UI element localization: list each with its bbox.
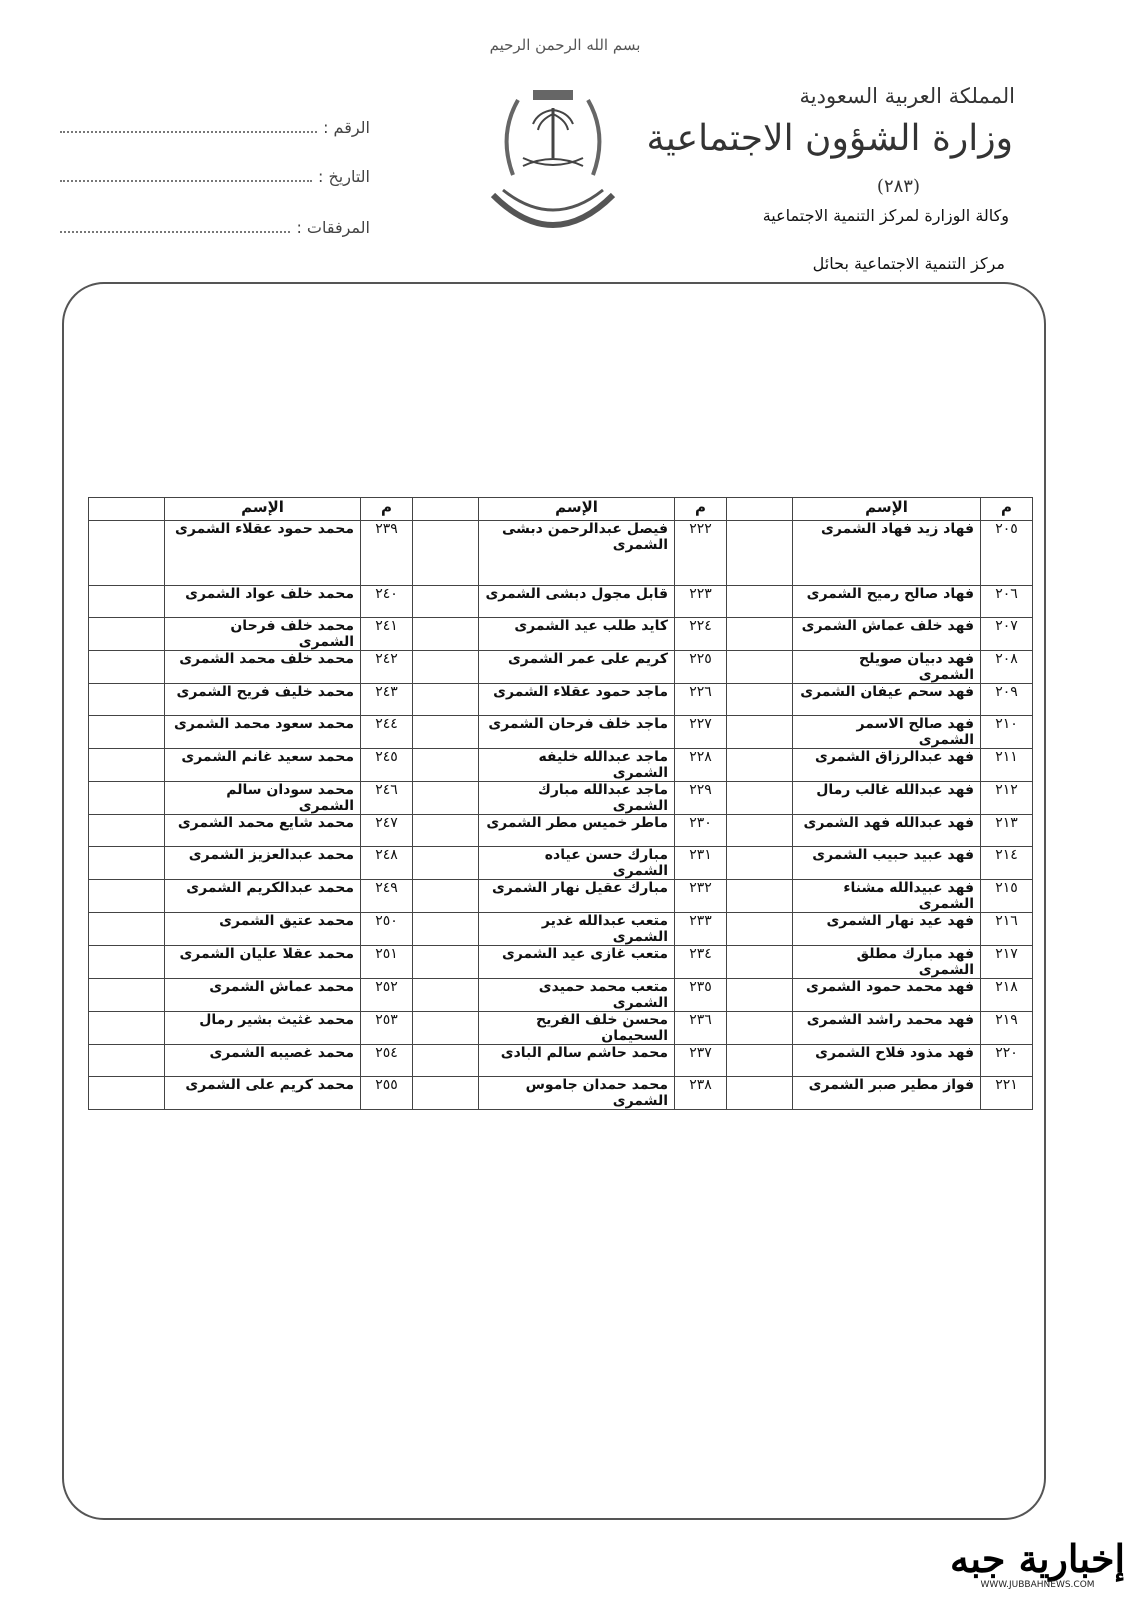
spacer-cell: [413, 749, 479, 782]
spacer-cell: [727, 651, 793, 684]
spacer-cell: [727, 1012, 793, 1045]
person-name: فهد عبدالله غالب رمال: [793, 782, 981, 815]
spacer-cell: [89, 1012, 165, 1045]
row-number: ٢٣٩: [361, 521, 413, 586]
row-number: ٢٥٠: [361, 913, 413, 946]
person-name: محمد عبدالكريم الشمرى: [165, 880, 361, 913]
spacer-cell: [89, 521, 165, 586]
date-field: [60, 167, 370, 186]
spacer-cell: [413, 618, 479, 651]
person-name: فهاد زيد فهاد الشمرى: [793, 521, 981, 586]
row-number: ٢١٦: [981, 913, 1033, 946]
col-header-name: الإسم: [793, 498, 981, 521]
row-number: ٢٣٢: [675, 880, 727, 913]
person-name: محمد خلف محمد الشمرى: [165, 651, 361, 684]
site-url: WWW.JUBBAHNEWS.COM: [980, 1580, 1095, 1590]
spacer-cell: [89, 749, 165, 782]
row-number: ٢٢٤: [675, 618, 727, 651]
row-number: ٢٢٢: [675, 521, 727, 586]
row-number: ٢٣١: [675, 847, 727, 880]
table-row: [89, 1045, 1033, 1077]
table-row: [89, 749, 1033, 782]
spacer-cell: [727, 979, 793, 1012]
kingdom-title: المملكة العربية السعودية: [799, 84, 1015, 108]
spacer-cell: [727, 684, 793, 716]
site-logo: [950, 1536, 1125, 1590]
person-name: فيصل عبدالرحمن دبشى الشمرى: [479, 521, 675, 586]
spacer-cell: [89, 1045, 165, 1077]
row-number: ٢٤٨: [361, 847, 413, 880]
person-name: متعب عبدالله غدير الشمرى: [479, 913, 675, 946]
row-number: ٢٤٢: [361, 651, 413, 684]
spacer-cell: [413, 946, 479, 979]
ministry-code: (٢٨٣): [876, 176, 920, 197]
number-label: الرقم :: [323, 118, 370, 137]
row-number: ٢٣٧: [675, 1045, 727, 1077]
spacer-cell: [89, 782, 165, 815]
spacer-cell: [89, 880, 165, 913]
row-number: ٢٥٣: [361, 1012, 413, 1045]
row-number: ٢١١: [981, 749, 1033, 782]
spacer-cell: [89, 716, 165, 749]
row-number: ٢٣٥: [675, 979, 727, 1012]
person-name: ماجد حمود عقلاء الشمرى: [479, 684, 675, 716]
spacer-cell: [413, 1012, 479, 1045]
col-spacer: [413, 498, 479, 521]
attachments-label: المرفقات :: [296, 218, 370, 237]
spacer-cell: [727, 586, 793, 618]
row-number: ٢٢٠: [981, 1045, 1033, 1077]
person-name: مبارك حسن عياده الشمرى: [479, 847, 675, 880]
person-name: محمد خليف فريح الشمرى: [165, 684, 361, 716]
spacer-cell: [727, 716, 793, 749]
number-dots: [60, 119, 317, 133]
table-row: [89, 847, 1033, 880]
col-header-num: م: [981, 498, 1033, 521]
person-name: متعب غازى عيد الشمرى: [479, 946, 675, 979]
spacer-cell: [727, 847, 793, 880]
spacer-cell: [89, 1077, 165, 1110]
table-row: [89, 880, 1033, 913]
row-number: ٢٢٣: [675, 586, 727, 618]
person-name: محمد غصيبه الشمرى: [165, 1045, 361, 1077]
person-name: محمد خلف عواد الشمرى: [165, 586, 361, 618]
spacer-cell: [413, 1077, 479, 1110]
spacer-cell: [89, 684, 165, 716]
row-number: ٢٤٠: [361, 586, 413, 618]
person-name: فهد دبيان صويلح الشمرى: [793, 651, 981, 684]
spacer-cell: [413, 815, 479, 847]
person-name: فهد محمد راشد الشمرى: [793, 1012, 981, 1045]
person-name: فهد خلف عماش الشمرى: [793, 618, 981, 651]
basmala: بسم الله الرحمن الرحيم: [489, 36, 641, 54]
spacer-cell: [89, 618, 165, 651]
row-number: ٢٢١: [981, 1077, 1033, 1110]
person-name: كايد طلب عيد الشمرى: [479, 618, 675, 651]
person-name: كريم على عمر الشمرى: [479, 651, 675, 684]
person-name: محمد عقلا عليان الشمرى: [165, 946, 361, 979]
spacer-cell: [413, 782, 479, 815]
col-spacer: [727, 498, 793, 521]
person-name: محمد خلف فرحان الشمرى: [165, 618, 361, 651]
table-row: [89, 1012, 1033, 1045]
person-name: فهد عبدالرزاق الشمرى: [793, 749, 981, 782]
person-name: محمد حاشم سالم البادى: [479, 1045, 675, 1077]
row-number: ٢٥١: [361, 946, 413, 979]
spacer-cell: [727, 749, 793, 782]
table-row: [89, 979, 1033, 1012]
table-row: [89, 782, 1033, 815]
row-number: ٢٠٩: [981, 684, 1033, 716]
table-row: [89, 684, 1033, 716]
person-name: ماجد خلف فرحان الشمرى: [479, 716, 675, 749]
row-number: ٢١٨: [981, 979, 1033, 1012]
spacer-cell: [727, 1045, 793, 1077]
person-name: محمد شايع محمد الشمرى: [165, 815, 361, 847]
spacer-cell: [727, 618, 793, 651]
number-field: [60, 118, 370, 137]
ministry-emblem-icon: [478, 80, 628, 240]
row-number: ٢٣٤: [675, 946, 727, 979]
row-number: ٢٢٦: [675, 684, 727, 716]
row-number: ٢٥٥: [361, 1077, 413, 1110]
row-number: ٢٣٨: [675, 1077, 727, 1110]
person-name: ماجد عبدالله خليفه الشمرى: [479, 749, 675, 782]
row-number: ٢٥٤: [361, 1045, 413, 1077]
person-name: محمد كريم على الشمرى: [165, 1077, 361, 1110]
row-number: ٢١٧: [981, 946, 1033, 979]
table-row: [89, 716, 1033, 749]
spacer-cell: [413, 586, 479, 618]
table-row: [89, 815, 1033, 847]
row-number: ٢٠٦: [981, 586, 1033, 618]
spacer-cell: [413, 521, 479, 586]
person-name: محمد غثيث بشير رمال: [165, 1012, 361, 1045]
person-name: فهد سحم عيفان الشمرى: [793, 684, 981, 716]
person-name: محمد حمود عقلاء الشمرى: [165, 521, 361, 586]
table-row: [89, 1077, 1033, 1110]
person-name: مبارك عقيل نهار الشمرى: [479, 880, 675, 913]
table-row: [89, 913, 1033, 946]
col-header-name: الإسم: [479, 498, 675, 521]
row-number: ٢١٠: [981, 716, 1033, 749]
attachments-field: [60, 218, 370, 237]
person-name: فهد عبيدالله مشناء الشمرى: [793, 880, 981, 913]
table-row: [89, 946, 1033, 979]
row-number: ٢٢٩: [675, 782, 727, 815]
row-number: ٢٠٨: [981, 651, 1033, 684]
person-name: محمد سودان سالم الشمرى: [165, 782, 361, 815]
agency-line: وكالة الوزارة لمركز التنمية الاجتماعية: [762, 206, 1009, 225]
person-name: فهد مذود فلاح الشمرى: [793, 1045, 981, 1077]
row-number: ٢٢٧: [675, 716, 727, 749]
person-name: محمد عتيق الشمرى: [165, 913, 361, 946]
date-dots: [60, 168, 312, 182]
table-header-row: [89, 498, 1033, 521]
spacer-cell: [413, 651, 479, 684]
row-number: ٢٤١: [361, 618, 413, 651]
row-number: ٢٠٥: [981, 521, 1033, 586]
row-number: ٢٣٦: [675, 1012, 727, 1045]
row-number: ٢١٩: [981, 1012, 1033, 1045]
spacer-cell: [413, 684, 479, 716]
row-number: ٢٠٧: [981, 618, 1033, 651]
spacer-cell: [727, 880, 793, 913]
row-number: ٢٥٢: [361, 979, 413, 1012]
person-name: فهاد صالح رميح الشمرى: [793, 586, 981, 618]
spacer-cell: [413, 847, 479, 880]
row-number: ٢٢٥: [675, 651, 727, 684]
person-name: متعب محمد حميدى الشمرى: [479, 979, 675, 1012]
spacer-cell: [727, 1077, 793, 1110]
spacer-cell: [89, 979, 165, 1012]
spacer-cell: [89, 847, 165, 880]
ministry-title: وزارة الشؤون الاجتماعية: [646, 118, 1013, 159]
person-name: فهد عبيد حبيب الشمرى: [793, 847, 981, 880]
person-name: فهد صالح الاسمر الشمرى: [793, 716, 981, 749]
row-number: ٢٤٦: [361, 782, 413, 815]
spacer-cell: [413, 1045, 479, 1077]
person-name: ماطر خميس مطر الشمرى: [479, 815, 675, 847]
spacer-cell: [727, 782, 793, 815]
names-table: [88, 497, 1033, 1110]
person-name: فهد عبدالله فهد الشمرى: [793, 815, 981, 847]
row-number: ٢٤٧: [361, 815, 413, 847]
center-line: مركز التنمية الاجتماعية بحائل: [812, 254, 1005, 273]
spacer-cell: [727, 521, 793, 586]
spacer-cell: [89, 946, 165, 979]
spacer-cell: [89, 815, 165, 847]
row-number: ٢١٢: [981, 782, 1033, 815]
person-name: فهد عيد نهار الشمرى: [793, 913, 981, 946]
row-number: ٢٣٣: [675, 913, 727, 946]
person-name: ماجد عبدالله مبارك الشمرى: [479, 782, 675, 815]
row-number: ٢٣٠: [675, 815, 727, 847]
row-number: ٢٤٣: [361, 684, 413, 716]
row-number: ٢١٥: [981, 880, 1033, 913]
person-name: محمد سعيد غانم الشمرى: [165, 749, 361, 782]
table-row: [89, 521, 1033, 586]
row-number: ٢٤٤: [361, 716, 413, 749]
row-number: ٢١٤: [981, 847, 1033, 880]
person-name: فهد محمد حمود الشمرى: [793, 979, 981, 1012]
spacer-cell: [727, 913, 793, 946]
spacer-cell: [89, 913, 165, 946]
person-name: فهد مبارك مطلق الشمرى: [793, 946, 981, 979]
col-header-num: م: [675, 498, 727, 521]
person-name: محسن خلف الفريح السحيمان: [479, 1012, 675, 1045]
site-logo-text: إخبارية جبه: [950, 1536, 1125, 1581]
spacer-cell: [413, 716, 479, 749]
table-row: [89, 586, 1033, 618]
attachments-dots: [60, 219, 290, 233]
person-name: قابل مجول دبشى الشمرى: [479, 586, 675, 618]
spacer-cell: [413, 979, 479, 1012]
col-header-num: م: [361, 498, 413, 521]
row-number: ٢٤٥: [361, 749, 413, 782]
col-header-name: الإسم: [165, 498, 361, 521]
spacer-cell: [413, 880, 479, 913]
date-label: التاريخ :: [317, 167, 370, 186]
table-row: [89, 651, 1033, 684]
spacer-cell: [727, 815, 793, 847]
person-name: محمد عبدالعزيز الشمرى: [165, 847, 361, 880]
person-name: فواز مطير صبر الشمرى: [793, 1077, 981, 1110]
row-number: ٢٢٨: [675, 749, 727, 782]
col-spacer: [89, 498, 165, 521]
table-row: [89, 618, 1033, 651]
row-number: ٢٤٩: [361, 880, 413, 913]
spacer-cell: [89, 651, 165, 684]
spacer-cell: [727, 946, 793, 979]
spacer-cell: [89, 586, 165, 618]
spacer-cell: [413, 913, 479, 946]
person-name: محمد حمدان جاموس الشمرى: [479, 1077, 675, 1110]
person-name: محمد عماش الشمرى: [165, 979, 361, 1012]
person-name: محمد سعود محمد الشمرى: [165, 716, 361, 749]
row-number: ٢١٣: [981, 815, 1033, 847]
